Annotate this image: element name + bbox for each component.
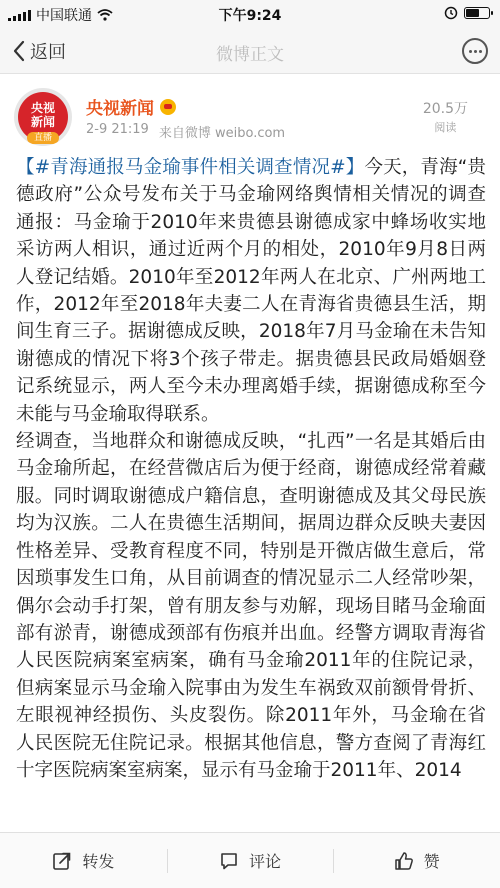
dot [474, 50, 477, 53]
repost-button[interactable] [0, 833, 167, 888]
topic-link[interactable]: 【#青海通报马金瑜事件相关调查情况#】 [16, 157, 365, 178]
comment-label: 评论 [249, 852, 282, 871]
dot [469, 50, 472, 53]
vip-badge-icon [160, 99, 176, 115]
alarm-icon [444, 6, 458, 20]
read-count-label: 阅读 [434, 121, 457, 134]
paragraph-1 [16, 154, 486, 428]
page-title: 微博正文 [216, 45, 284, 65]
status-bar [0, 0, 500, 28]
like-label: 赞 [423, 852, 440, 871]
avatar-text-line2: 新闻 [30, 115, 55, 129]
post-date: 2-9 21:19 [86, 122, 149, 137]
paragraph-2: 经调查，当地群众和谢德成反映，“扎西”一名是其婚后由马金瑜所起，在经营微店后为便于经商，谢德成经常着藏服。同时调取谢德成户籍信息，查明谢德成及其父母民族均为汉族。二人在贵德生活期间，据周边群众反映夫妻因性格差异、受教育程度不同，特别是开微店做生意后，常因琐事发生口角，从目前调查的情况显示二人经常吵架，偶尔会动手打架，曾有朋友参与劝解，现场目睹马金瑜面部有淤青，谢德成颈部有伤痕并出血。经警方调取青海省人民医院病案室病案，确有马金瑜2011年的住院记录，但病案显示马金瑜入院事由为发生车祸致双前额骨骨折、左眼视神经损伤、头皮裂伤。除2011年外，马金瑜在省人民医院无住院记录。根据其他信息，警方查阅了青海红十字医院病案室病案，显示有马金瑜于2011年、2014 [16, 431, 486, 781]
live-badge: 直播 [27, 132, 59, 144]
more-options-button[interactable] [462, 38, 488, 64]
nav-bar [0, 28, 500, 74]
avatar[interactable] [14, 88, 72, 146]
author-row [86, 94, 176, 119]
read-count [423, 98, 468, 135]
avatar-text-line1: 央视 [30, 101, 55, 115]
dot [479, 50, 482, 53]
author-name[interactable]: 央视新闻 [86, 99, 154, 119]
thumbs-up-icon [394, 851, 414, 871]
back-label: 返回 [30, 42, 66, 63]
post-source: 来自微博 weibo.com [158, 126, 286, 141]
read-count-value: 20.5万 [422, 101, 468, 117]
carrier-label: 中国联通 [36, 8, 92, 24]
status-right [444, 6, 490, 20]
paragraph-1-text: 今天，青海“贵德政府”公众号发布关于马金瑜网络舆情相关情况的调查通报：马金瑜于2010年来贵德县谢德成家中蜂场收实地采访两人相识，通过近两个月的相处，2010年9月8日两人登记结婚。2010年至2012年两人在北京、广州两地工作，2012年至2018年夫妻二人在青海省贵德县生活，期间生育三子。据谢德成反映，2018年7月马金瑜在未告知谢德成的情况下将3个孩子带走。据贵德县民政局婚姻登记系统显示，两人至今未办理离婚手续，据谢德成称至今未能与马金瑜取得联系。 [16, 157, 486, 425]
like-button[interactable] [333, 833, 500, 888]
comment-icon [219, 851, 239, 871]
comment-button[interactable] [167, 833, 334, 888]
post-header [0, 84, 500, 146]
battery-icon [464, 7, 490, 19]
post-meta [86, 122, 285, 141]
post-content [16, 154, 486, 830]
repost-icon [52, 851, 72, 871]
repost-label: 转发 [82, 852, 115, 871]
status-time: 下午9:24 [218, 8, 282, 24]
bottom-action-bar [0, 832, 500, 888]
